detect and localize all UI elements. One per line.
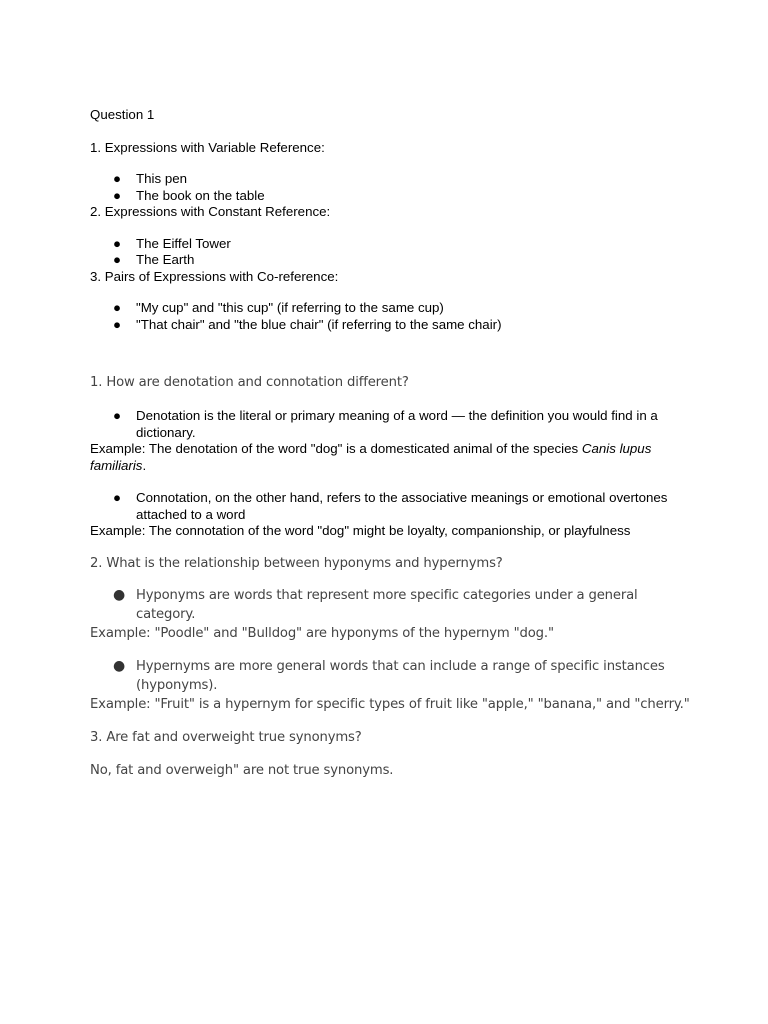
question-denotation-connotation: 1. How are denotation and connotation different? [90, 375, 409, 390]
bullet-icon: ● [113, 171, 122, 186]
list-item: ● "My cup" and "this cup" (if referring to the same cup) [113, 300, 444, 315]
bullet-icon: ● [113, 235, 122, 251]
question-1-block [90, 107, 690, 333]
co-reference-list [90, 300, 690, 333]
section-heading-co-reference: 3. Pairs of Expressions with Co-reference: [90, 268, 339, 284]
bullet-icon: ● [113, 300, 122, 315]
hyponym-list [90, 586, 690, 624]
species-name: Canis lupus familiaris [90, 441, 652, 473]
list-item: ● Denotation is the literal or primary meaning of a word — the definition you would find in a dictionary. [113, 408, 658, 440]
bullet-icon: ● [113, 657, 126, 674]
synonyms-answer: No, fat and overweigh" are not true synonyms. [90, 762, 394, 778]
denotation-example: Example: The denotation of the word "dog" is a domesticated animal of the species Canis lupus familiaris. [90, 441, 652, 473]
variable-reference-list [90, 171, 690, 204]
bullet-icon: ● [113, 408, 122, 423]
section-heading-constant-reference: 2. Expressions with Constant Reference: [90, 204, 331, 219]
denotation-list [90, 408, 690, 441]
hypernym-example: Example: "Fruit" is a hypernym for specific types of fruit like "apple," "banana," and "cherry." [90, 696, 690, 712]
bullet-icon: ● [113, 252, 122, 267]
hyponym-hypernym-block [90, 554, 690, 780]
connotation-list [90, 490, 690, 523]
list-item: ● Hyponyms are words that represent more specific categories under a general category. [113, 586, 638, 622]
document-page [90, 107, 690, 780]
list-item: ● The Eiffel Tower [113, 235, 231, 251]
bullet-icon: ● [113, 187, 122, 203]
hypernym-list [90, 657, 690, 695]
list-item: ● Hypernyms are more general words that can include a range of specific instances (hyponyms). [113, 657, 665, 693]
denotation-connotation-answer [90, 408, 690, 540]
list-item: ● The Earth [113, 252, 195, 267]
section-heading-variable-reference: 1. Expressions with Variable Reference: [90, 139, 325, 155]
bullet-icon: ● [113, 490, 122, 505]
list-item: ● This pen [113, 171, 187, 186]
question-title: Question 1 [90, 107, 155, 122]
question-hyponyms-hypernyms: 2. What is the relationship between hyponyms and hypernyms? [90, 555, 503, 571]
constant-reference-list [90, 236, 690, 269]
bullet-icon: ● [113, 316, 122, 332]
hyponym-example: Example: "Poodle" and "Bulldog" are hyponyms of the hypernym "dog." [90, 625, 554, 641]
connotation-example: Example: The connotation of the word "dog" might be loyalty, companionship, or playfulness [90, 523, 631, 538]
question-synonyms: 3. Are fat and overweight true synonyms? [90, 729, 362, 745]
list-item: ● Connotation, on the other hand, refers to the associative meanings or emotional overtones attached to a word [113, 490, 668, 522]
list-item: ● The book on the table [113, 187, 265, 203]
list-item: ● "That chair" and "the blue chair" (if referring to the same chair) [113, 316, 502, 332]
bullet-icon: ● [113, 586, 126, 603]
